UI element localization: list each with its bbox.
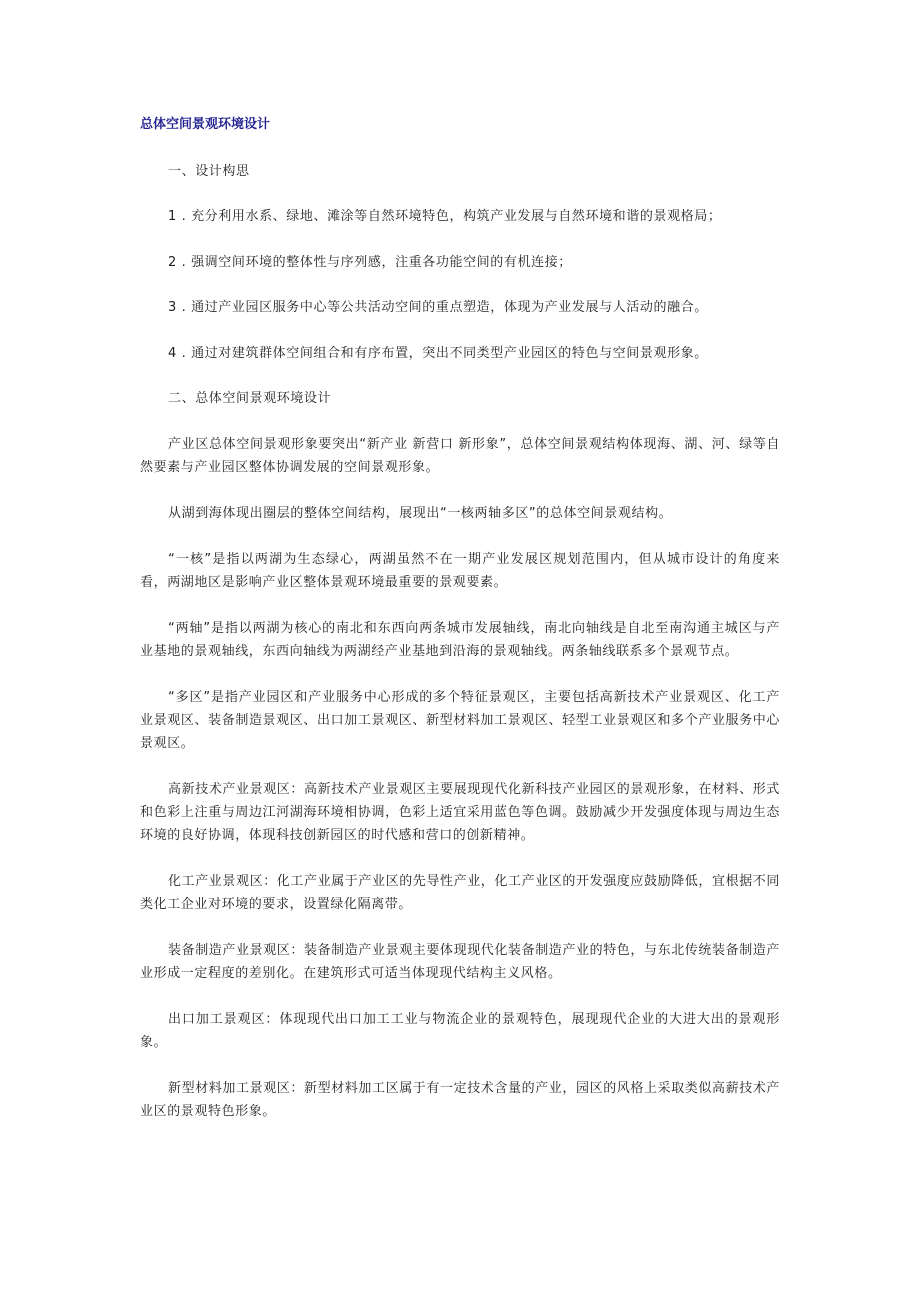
section-heading-landscape-design: 二、总体空间景观环境设计 (168, 391, 332, 406)
paragraph-one-core: “一核”是指以两湖为生态绿心，两湖虽然不在一期产业发展区规划范围内，但从城市设计的角度来看，两湖地区是影响产业区整体景观环境最重要的景观要素。 (140, 552, 780, 590)
document-title: 总体空间景观环境设计 (140, 117, 271, 132)
section-heading-design-concept: 一、设计构思 (168, 164, 250, 179)
list-item-1: 1 . 充分利用水系、绿地、滩涂等自然环境特色，构筑产业发展与自然环境和谐的景观格局； (168, 209, 722, 224)
paragraph-multi-zones: “多区”是指产业园区和产业服务中心形成的多个特征景观区，主要包括高新技术产业景观区、化工产业景观区、装备制造景观区、出口加工景观区、新型材料加工景观区、轻型工业景观区和多个产业服务中心景观区。 (140, 690, 780, 751)
paragraph-new-materials-zone: 新型材料加工景观区：新型材料加工区属于有一定技术含量的产业，园区的风格上采取类似高薪技术产业区的景观特色形象。 (140, 1081, 781, 1119)
paragraph-overall-image: 产业区总体空间景观形象要突出“新产业 新营口 新形象”，总体空间景观结构体现海、湖、河、绿等自然要素与产业园区整体协调发展的空间景观形象。 (140, 437, 780, 475)
paragraph-high-tech-zone: 高新技术产业景观区：高新技术产业景观区主要展现现代化新科技产业园区的景观形象，在材料、形式和色彩上注重与周边江河湖海环境相协调，色彩上适宜采用蓝色等色调。鼓励减少开发强度体现与周边生态环境的良好协调，体现科技创新园区的时代感和营口的创新精神。 (140, 782, 781, 843)
paragraph-structure: 从湖到海体现出圈层的整体空间结构，展现出“一核两轴多区”的总体空间景观结构。 (168, 506, 673, 521)
paragraph-two-axes: “两轴”是指以两湖为核心的南北和东西向两条城市发展轴线，南北向轴线是自北至南沟通主城区与产业基地的景观轴线，东西向轴线为两湖经产业基地到沿海的景观轴线。两条轴线联系多个景观节点。 (140, 621, 780, 659)
list-item-2: 2 . 强调空间环境的整体性与序列感，注重各功能空间的有机连接； (168, 255, 572, 270)
list-item-4: 4 . 通过对建筑群体空间组合和有序布置，突出不同类型产业园区的特色与空间景观形象。 (168, 346, 708, 361)
paragraph-equipment-zone: 装备制造产业景观区：装备制造产业景观主要体现现代化装备制造产业的特色，与东北传统装备制造产业形成一定程度的差别化。在建筑形式可适当体现现代结构主义风格。 (140, 943, 781, 981)
list-item-3: 3 . 通过产业园区服务中心等公共活动空间的重点塑造，体现为产业发展与人活动的融合。 (168, 300, 708, 315)
paragraph-chemical-zone: 化工产业景观区：化工产业属于产业区的先导性产业，化工产业区的开发强度应鼓励降低，宜根据不同类化工企业对环境的要求，设置绿化隔离带。 (140, 874, 781, 912)
paragraph-export-zone: 出口加工景观区：体现现代出口加工工业与物流企业的景观特色，展现现代企业的大进大出的景观形象。 (140, 1012, 780, 1050)
